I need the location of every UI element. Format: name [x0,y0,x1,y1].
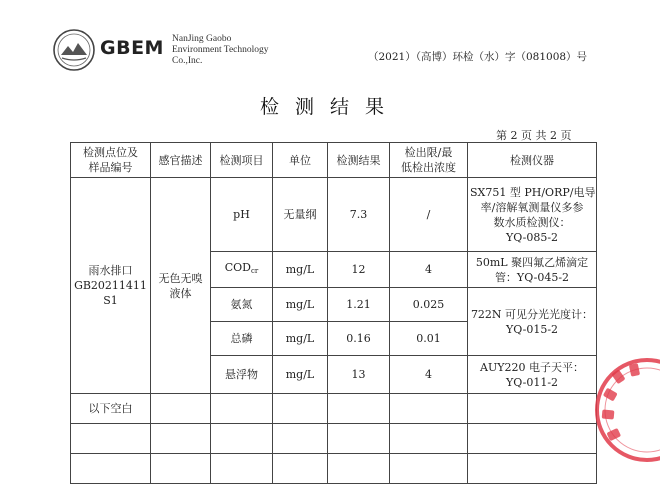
empty-cell [151,454,211,484]
empty-cell [273,454,328,484]
empty-cell [273,424,328,454]
table-header-row [71,143,597,178]
header-point [71,143,151,178]
company-line: NanJing Gaobo [172,34,232,44]
header-result: 检测结果 [328,143,390,178]
instrument-line: YQ-015-2 [505,322,559,336]
empty-cell [390,394,468,424]
page-title: 检测结果 [259,96,400,118]
instrument-line: 管：YQ-045-2 [494,270,570,284]
sensory-line: 液体 [169,286,192,300]
header-instrument: 检测仪器 [468,143,597,178]
item-cell: 氨氮 [211,288,273,322]
instrument-line: 50mL 聚四氟乙烯滴定 [475,255,589,269]
table-row [71,178,597,252]
item-cell: pH [211,178,273,252]
header-sensory: 感官描述 [151,143,211,178]
result-cell: 0.16 [328,322,390,356]
results-table [70,142,597,484]
header-limit [390,143,468,178]
company-line: Co.,Inc. [172,56,203,66]
unit-cell: mg/L [273,252,328,288]
empty-cell [71,454,151,484]
empty-cell [468,424,597,454]
sample-point-cell [71,178,151,394]
limit-cell: 4 [390,252,468,288]
empty-cell [273,394,328,424]
empty-cell [468,454,597,484]
instrument-line: SX751 型 PH/ORP/电导 [470,185,596,199]
header-point-line: 样品编号 [88,161,133,174]
header-item: 检测项目 [211,143,273,178]
company-name [172,34,269,67]
empty-cell [151,394,211,424]
unit-cell: 无量纲 [273,178,328,252]
instrument-line: AUY220 电子天平： [480,360,584,374]
table-row [71,394,597,424]
instrument-cell [468,178,597,252]
item-cell: 悬浮物 [211,356,273,394]
item-cod-subscript: cr [250,267,259,275]
limit-cell: 0.01 [390,322,468,356]
empty-cell [71,424,151,454]
unit-cell: mg/L [273,322,328,356]
sample-point-line: GB20211411 [74,279,147,292]
logo-emblem-icon [52,28,96,72]
instrument-line: 率/溶解氧测量仪多参 [480,200,584,214]
empty-cell [151,424,211,454]
result-cell: 7.3 [328,178,390,252]
result-cell: 1.21 [328,288,390,322]
empty-cell [211,424,273,454]
item-cell [211,252,273,288]
empty-cell [468,394,597,424]
company-seal-icon [592,355,660,465]
table-row [71,424,597,454]
item-cod-label: COD [224,261,251,274]
header-limit-line: 检出限/最 [404,146,453,159]
empty-cell [211,394,273,424]
instrument-line: 722N 可见分光光度计： [470,307,594,321]
result-cell: 13 [328,356,390,394]
unit-cell: mg/L [273,288,328,322]
sensory-cell [151,178,211,394]
instrument-line: YQ-085-2 [505,230,559,244]
sensory-line: 无色无嗅 [158,271,203,285]
header-limit-line: 低检出浓度 [401,161,456,174]
company-line: Environment Technology [172,45,269,55]
limit-cell: 4 [390,356,468,394]
empty-cell [328,424,390,454]
document-number: （2021）（高博）环检（水）字（081008）号 [368,51,588,63]
blank-note-cell: 以下空白 [71,394,151,424]
header-point-line: 检测点位及 [83,146,138,159]
empty-cell [390,454,468,484]
instrument-cell [468,252,597,288]
instrument-cell [468,356,597,394]
limit-cell: / [390,178,468,252]
item-cell: 总磷 [211,322,273,356]
sample-point-line: 雨水排口 [88,264,133,277]
result-cell: 12 [328,252,390,288]
instrument-line: 数水质检测仪： [493,215,571,229]
page-info: 第 2 页 共 2 页 [496,129,572,142]
empty-cell [211,454,273,484]
brand-name: GBEM [100,37,164,59]
empty-cell [390,424,468,454]
instrument-line: YQ-011-2 [505,375,559,389]
empty-cell [328,454,390,484]
empty-cell [328,394,390,424]
unit-cell: mg/L [273,356,328,394]
sample-point-line: S1 [103,294,118,307]
header-unit: 单位 [273,143,328,178]
table-row [71,454,597,484]
limit-cell: 0.025 [390,288,468,322]
instrument-cell [468,288,597,356]
